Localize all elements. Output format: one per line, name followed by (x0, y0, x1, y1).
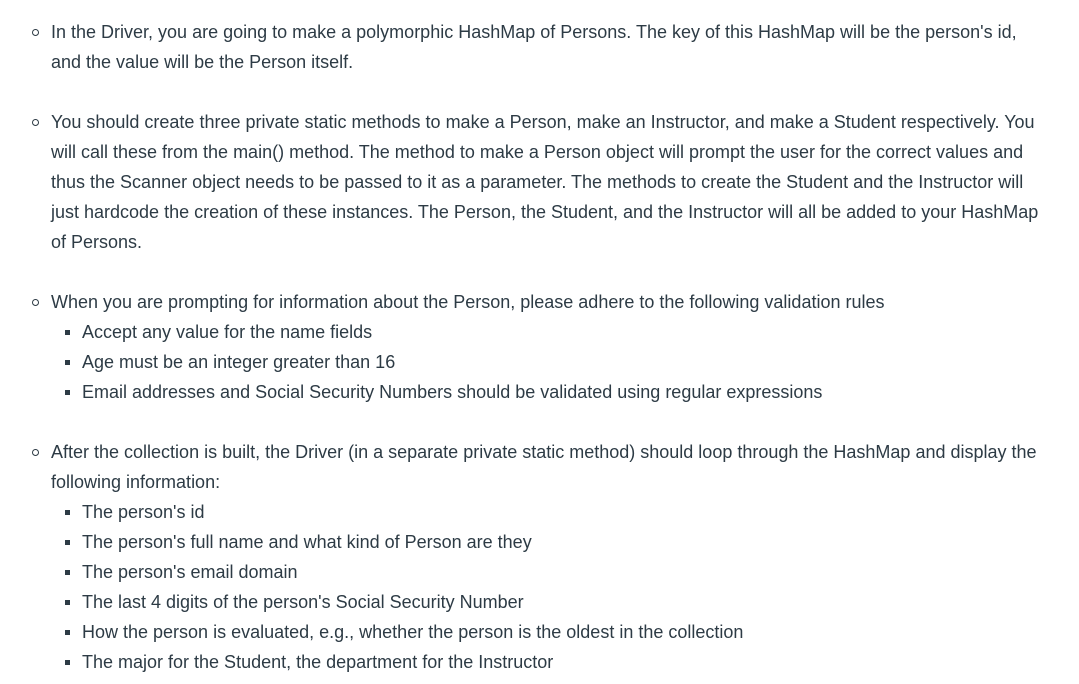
sub-item-text: Email addresses and Social Security Numbers should be validated using regular expressions (82, 382, 823, 402)
square-bullet-icon (65, 630, 70, 635)
circle-bullet-icon (32, 299, 39, 306)
list-item (51, 287, 1079, 407)
circle-bullet-icon (32, 29, 39, 36)
sub-list-item (82, 587, 1049, 617)
list-item (51, 17, 1079, 77)
square-bullet-icon (65, 390, 70, 395)
sub-list-item (82, 527, 1049, 557)
sub-item-text: The major for the Student, the department for the Instructor (82, 652, 554, 672)
sub-item-text: How the person is evaluated, e.g., whether the person is the oldest in the collection (82, 622, 744, 642)
sub-list-item (82, 617, 1049, 647)
square-bullet-icon (65, 360, 70, 365)
square-bullet-icon (65, 540, 70, 545)
item-text: After the collection is built, the Driver (in a separate private static method) should loop through the HashMap and display the following information: (51, 442, 1037, 492)
item-text: When you are prompting for information about the Person, please adhere to the following validation rules (51, 292, 885, 312)
sub-list-item (82, 557, 1049, 587)
list-item (51, 437, 1079, 677)
sub-list-item (82, 347, 1049, 377)
validation-rules-list (51, 317, 1049, 407)
square-bullet-icon (65, 510, 70, 515)
sub-list-item (82, 647, 1049, 677)
square-bullet-icon (65, 570, 70, 575)
circle-bullet-icon (32, 449, 39, 456)
sub-item-text: The last 4 digits of the person's Social Security Number (82, 592, 524, 612)
sub-list-item (82, 377, 1049, 407)
square-bullet-icon (65, 660, 70, 665)
list-item (51, 107, 1079, 257)
square-bullet-icon (65, 330, 70, 335)
sub-item-text: The person's id (82, 502, 205, 522)
sub-item-text: Accept any value for the name fields (82, 322, 373, 342)
sub-item-text: Age must be an integer greater than 16 (82, 352, 396, 372)
sub-item-text: The person's full name and what kind of Person are they (82, 532, 532, 552)
display-info-list (51, 497, 1049, 677)
instruction-list (0, 17, 1079, 677)
circle-bullet-icon (32, 119, 39, 126)
item-text: You should create three private static methods to make a Person, make an Instructor, and make a Student respectively. You will call these from the main() method. The method to make a Person object will prompt the user for the correct values and thus the Scanner object needs to be passed to it as a parameter. The methods to create the Student and the Instructor will just hardcode the creation of these instances. The Person, the Student, and the Instructor will all be added to your HashMap of Persons. (51, 112, 1039, 252)
square-bullet-icon (65, 600, 70, 605)
sub-list-item (82, 497, 1049, 527)
sub-list-item (82, 317, 1049, 347)
item-text: In the Driver, you are going to make a polymorphic HashMap of Persons. The key of this HashMap will be the person's id, and the value will be the Person itself. (51, 22, 1017, 72)
sub-item-text: The person's email domain (82, 562, 298, 582)
